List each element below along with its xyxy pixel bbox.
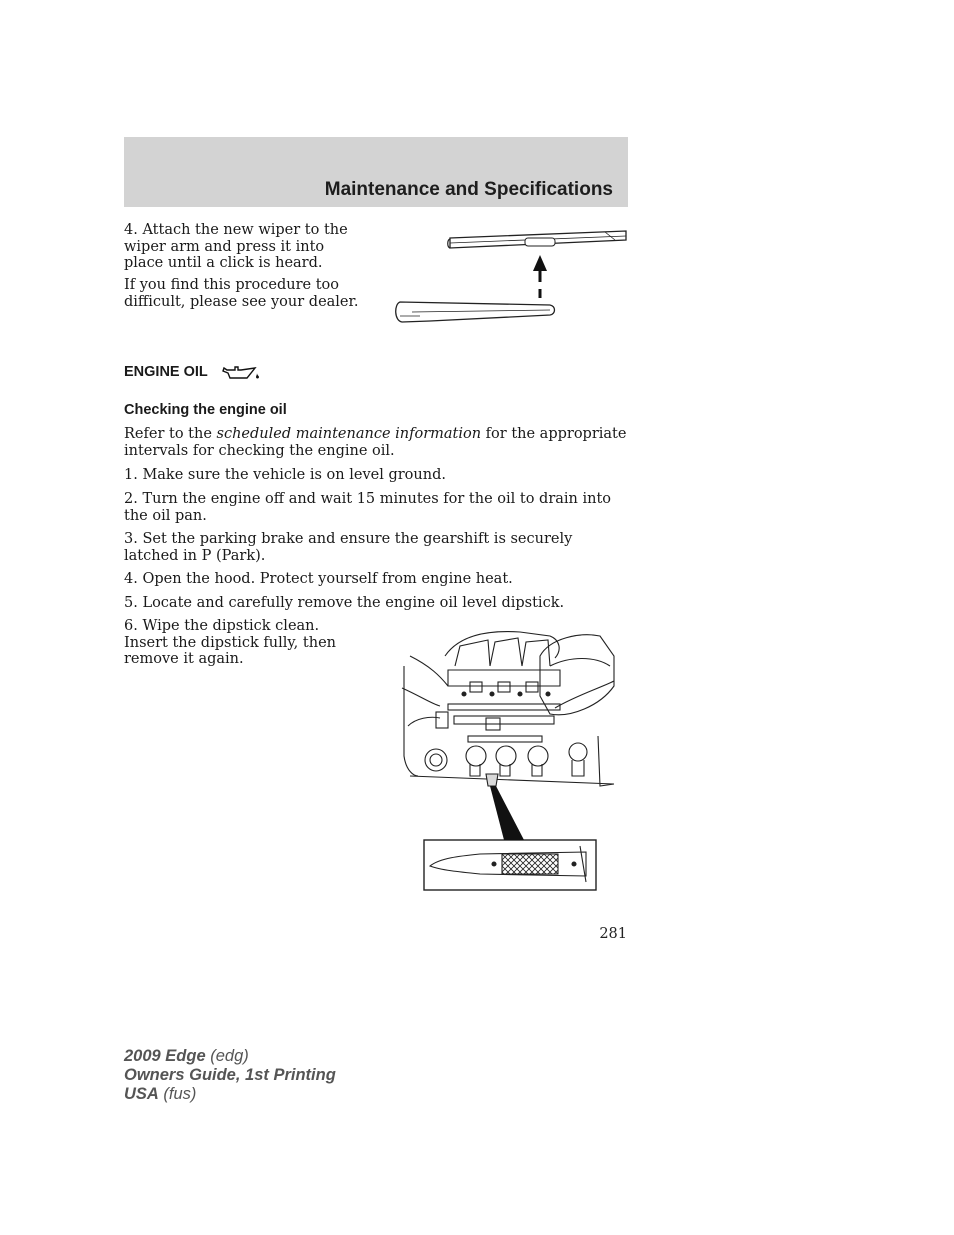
engine-dipstick-illustration (400, 626, 618, 892)
footer (124, 1047, 336, 1104)
page-header-title: Maintenance and Specifications (324, 179, 613, 200)
step-4: 4. Open the hood. Protect yourself from engine heat. (124, 571, 513, 587)
step-3: 3. Set the parking brake and ensure the gearshift is securely latched in P (Park). (124, 531, 573, 564)
scheduled-maintenance-reference: scheduled maintenance information (216, 426, 482, 442)
wiper-step-4: 4. Attach the new wiper to the wiper arm and press it into place until a click is heard. (124, 222, 348, 271)
wiper-dealer-note: If you find this procedure too difficult, please see your dealer. (124, 277, 359, 310)
intro-paragraph (124, 426, 628, 459)
section-title: ENGINE OIL (124, 364, 208, 380)
oil-can-icon (221, 364, 261, 382)
intro-text-start: Refer to the (124, 426, 217, 442)
step-6: 6. Wipe the dipstick clean. Insert the dipstick fully, then remove it again. (124, 618, 336, 667)
footer-line-1 (124, 1047, 336, 1066)
footer-market-code: (fus) (158, 1085, 197, 1103)
footer-line-3 (124, 1085, 336, 1104)
page-number: 281 (599, 926, 627, 942)
section-subtitle: Checking the engine oil (124, 402, 287, 418)
step-5: 5. Locate and carefully remove the engine oil level dipstick. (124, 595, 565, 611)
footer-guide: Owners Guide, 1st Printing (124, 1066, 336, 1084)
step-2: 2. Turn the engine off and wait 15 minutes for the oil to drain into the oil pan. (124, 491, 612, 524)
footer-line-2 (124, 1066, 336, 1085)
footer-model-code: (edg) (205, 1047, 249, 1065)
intro-text-end: for the appropriate intervals for checking the engine oil. (124, 426, 627, 459)
footer-model: 2009 Edge (124, 1047, 206, 1065)
step-1: 1. Make sure the vehicle is on level ground. (124, 467, 446, 483)
footer-market: USA (124, 1085, 159, 1103)
header-band (124, 137, 628, 207)
wiper-blade-illustration (390, 226, 630, 326)
